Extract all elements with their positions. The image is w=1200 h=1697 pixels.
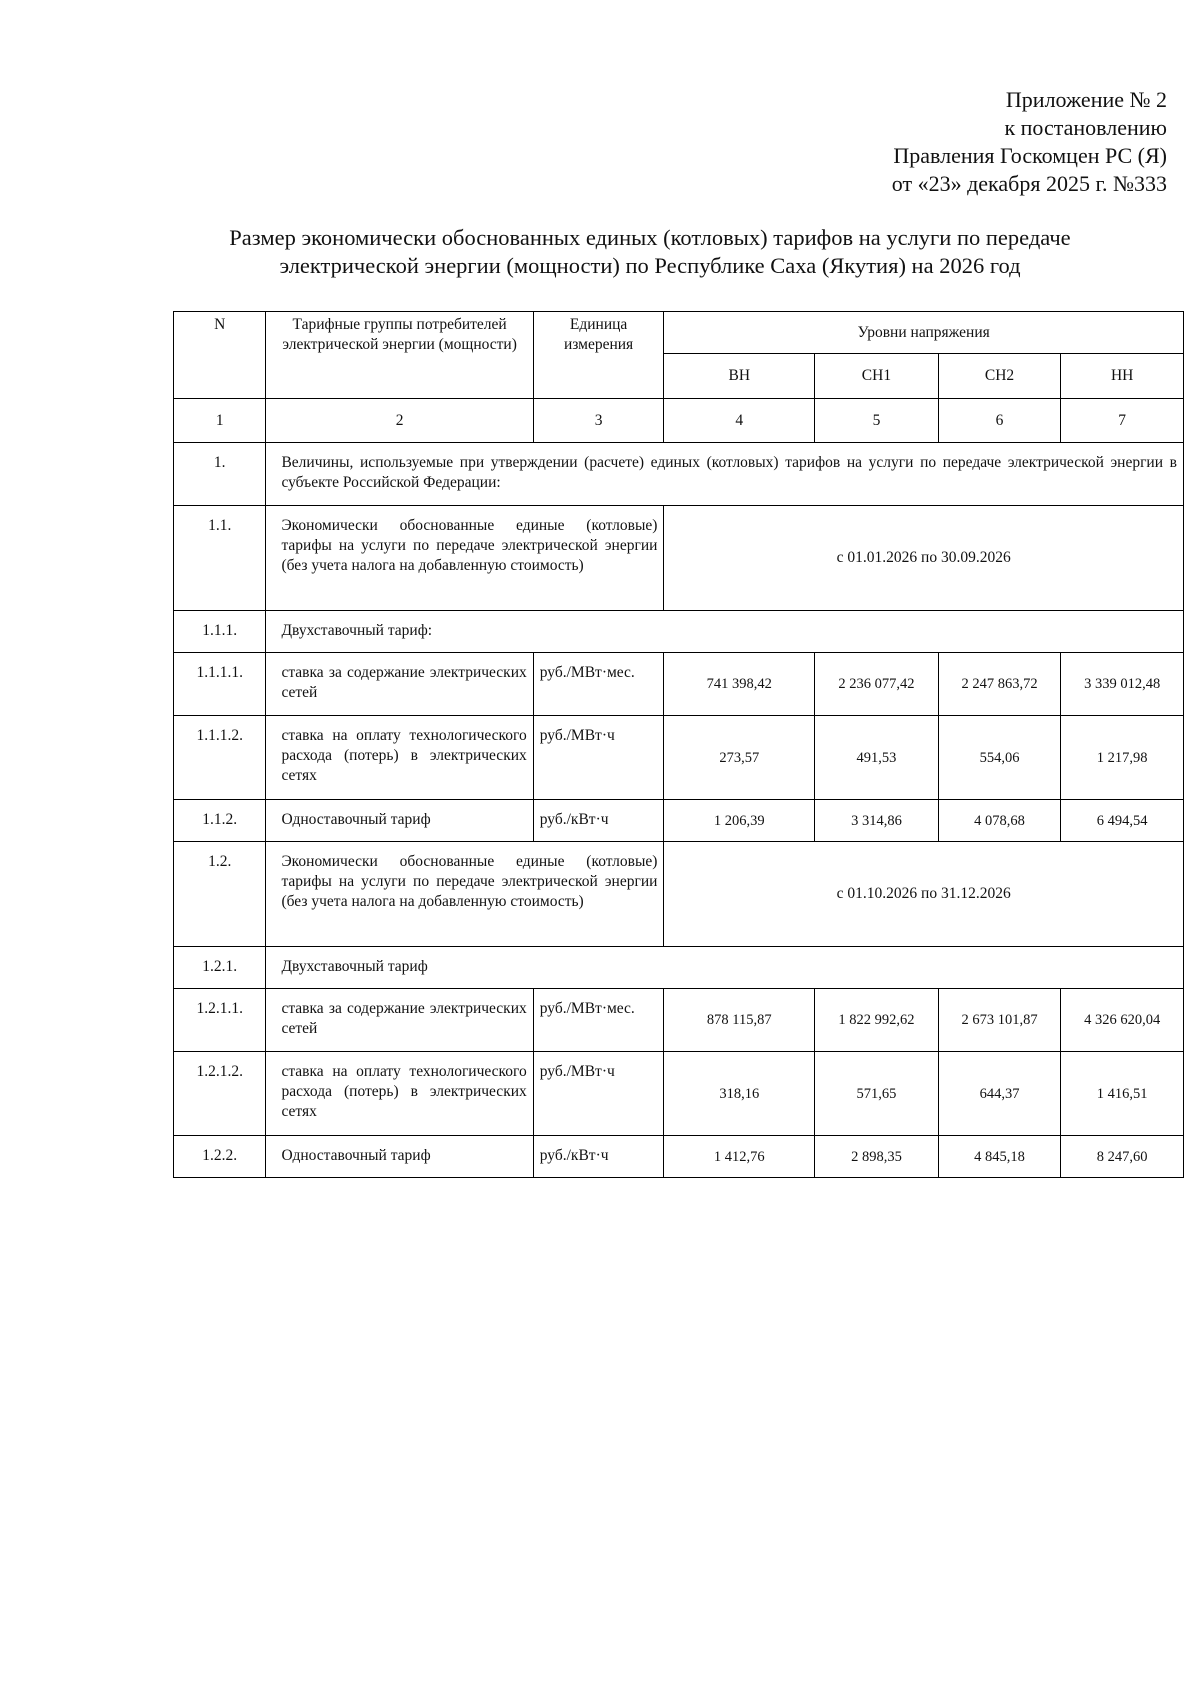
row-unit: руб./МВт·ч	[533, 716, 664, 800]
title-line-2: электрической энергии (мощности) по Республике Саха (Якутия) на 2026 год	[279, 253, 1021, 278]
value-sn1: 491,53	[815, 716, 939, 800]
two-rate-2-label: Двухставочный тариф	[266, 947, 1184, 989]
value-nn: 4 326 620,04	[1061, 989, 1184, 1052]
value-sn2: 2 673 101,87	[938, 989, 1061, 1052]
colnum-3: 3	[533, 399, 664, 443]
row-unit: руб./кВт·ч	[533, 1136, 664, 1178]
row-unit: руб./МВт·ч	[533, 1052, 664, 1136]
two-rate-row	[174, 947, 1184, 989]
value-sn1: 2 898,35	[815, 1136, 939, 1178]
colnum-6: 6	[938, 399, 1061, 443]
two-rate-1-label: Двухставочный тариф:	[266, 611, 1184, 653]
value-nn: 3 339 012,48	[1061, 653, 1184, 716]
header-n: N	[174, 312, 266, 399]
value-nn: 8 247,60	[1061, 1136, 1184, 1178]
value-vn: 1 412,76	[664, 1136, 815, 1178]
value-sn1: 1 822 992,62	[815, 989, 939, 1052]
row-number: 1.2.1.1.	[174, 989, 266, 1052]
two-rate-2-number: 1.2.1.	[174, 947, 266, 989]
period-1-text: Экономически обоснованные единые (котловые) тарифы на услуги по передаче электрической энергии (без учета налога на добавленную стоимость)	[266, 506, 664, 611]
row-number: 1.1.1.2.	[174, 716, 266, 800]
header-unit: Единица измерения	[533, 312, 664, 399]
value-vn: 741 398,42	[664, 653, 815, 716]
colnum-2: 2	[266, 399, 533, 443]
header-row	[174, 312, 1184, 354]
value-nn: 1 217,98	[1061, 716, 1184, 800]
row-unit: руб./МВт·мес.	[533, 989, 664, 1052]
value-sn2: 4 845,18	[938, 1136, 1061, 1178]
row-label: ставка на оплату технологического расхода (потерь) в электрических сетях	[266, 716, 533, 800]
value-sn1: 2 236 077,42	[815, 653, 939, 716]
row-label: ставка за содержание электрических сетей	[266, 653, 533, 716]
section-1-number: 1.	[174, 443, 266, 506]
header-group: Тарифные группы потребителей электрической энергии (мощности)	[266, 312, 533, 399]
value-sn1: 571,65	[815, 1052, 939, 1136]
row-number: 1.2.2.	[174, 1136, 266, 1178]
period-2-dates: с 01.10.2026 по 31.12.2026	[664, 842, 1184, 947]
value-vn: 878 115,87	[664, 989, 815, 1052]
two-rate-1-number: 1.1.1.	[174, 611, 266, 653]
header-voltage-levels: Уровни напряжения	[664, 312, 1184, 354]
table-row	[174, 800, 1184, 842]
section-row	[174, 443, 1184, 506]
period-1-number: 1.1.	[174, 506, 266, 611]
colnum-1: 1	[174, 399, 266, 443]
appendix-line-4: от «23» декабря 2025 г. №333	[891, 171, 1167, 196]
value-sn2: 2 247 863,72	[938, 653, 1061, 716]
row-label: Одноставочный тариф	[266, 800, 533, 842]
table-row	[174, 1052, 1184, 1136]
value-sn2: 554,06	[938, 716, 1061, 800]
row-number: 1.2.1.2.	[174, 1052, 266, 1136]
value-sn2: 4 078,68	[938, 800, 1061, 842]
row-label: Одноставочный тариф	[266, 1136, 533, 1178]
header-vn: ВН	[664, 354, 815, 399]
appendix-line-1: Приложение № 2	[1005, 87, 1167, 112]
period-row	[174, 842, 1184, 947]
period-row	[174, 506, 1184, 611]
two-rate-row	[174, 611, 1184, 653]
table-row	[174, 716, 1184, 800]
value-nn: 1 416,51	[1061, 1052, 1184, 1136]
value-vn: 1 206,39	[664, 800, 815, 842]
header-sn2: СН2	[938, 354, 1061, 399]
column-numbers-row	[174, 399, 1184, 443]
period-2-text: Экономически обоснованные единые (котловые) тарифы на услуги по передаче электрической энергии (без учета налога на добавленную стоимость)	[266, 842, 664, 947]
table-row	[174, 653, 1184, 716]
row-number: 1.1.1.1.	[174, 653, 266, 716]
value-sn2: 644,37	[938, 1052, 1061, 1136]
appendix-block	[892, 86, 1167, 198]
header-nn: НН	[1061, 354, 1184, 399]
appendix-line-2: к постановлению	[1004, 115, 1167, 140]
table-row	[174, 989, 1184, 1052]
section-1-text: Величины, используемые при утверждении (расчете) единых (котловых) тарифов на услуги по передаче электрической энергии в субъекте Российской Федерации:	[266, 443, 1184, 506]
row-label: ставка на оплату технологического расхода (потерь) в электрических сетях	[266, 1052, 533, 1136]
row-unit: руб./кВт·ч	[533, 800, 664, 842]
colnum-4: 4	[664, 399, 815, 443]
value-vn: 273,57	[664, 716, 815, 800]
colnum-5: 5	[815, 399, 939, 443]
table-row	[174, 1136, 1184, 1178]
colnum-7: 7	[1061, 399, 1184, 443]
document-title	[150, 224, 1150, 280]
row-label: ставка за содержание электрических сетей	[266, 989, 533, 1052]
period-1-dates: с 01.01.2026 по 30.09.2026	[664, 506, 1184, 611]
row-number: 1.1.2.	[174, 800, 266, 842]
tariff-table	[173, 311, 1184, 1178]
title-line-1: Размер экономически обоснованных единых (котловых) тарифов на услуги по передаче	[229, 225, 1071, 250]
value-sn1: 3 314,86	[815, 800, 939, 842]
period-2-number: 1.2.	[174, 842, 266, 947]
row-unit: руб./МВт·мес.	[533, 653, 664, 716]
value-vn: 318,16	[664, 1052, 815, 1136]
appendix-line-3: Правления Госкомцен РС (Я)	[893, 143, 1167, 168]
value-nn: 6 494,54	[1061, 800, 1184, 842]
header-sn1: СН1	[815, 354, 939, 399]
